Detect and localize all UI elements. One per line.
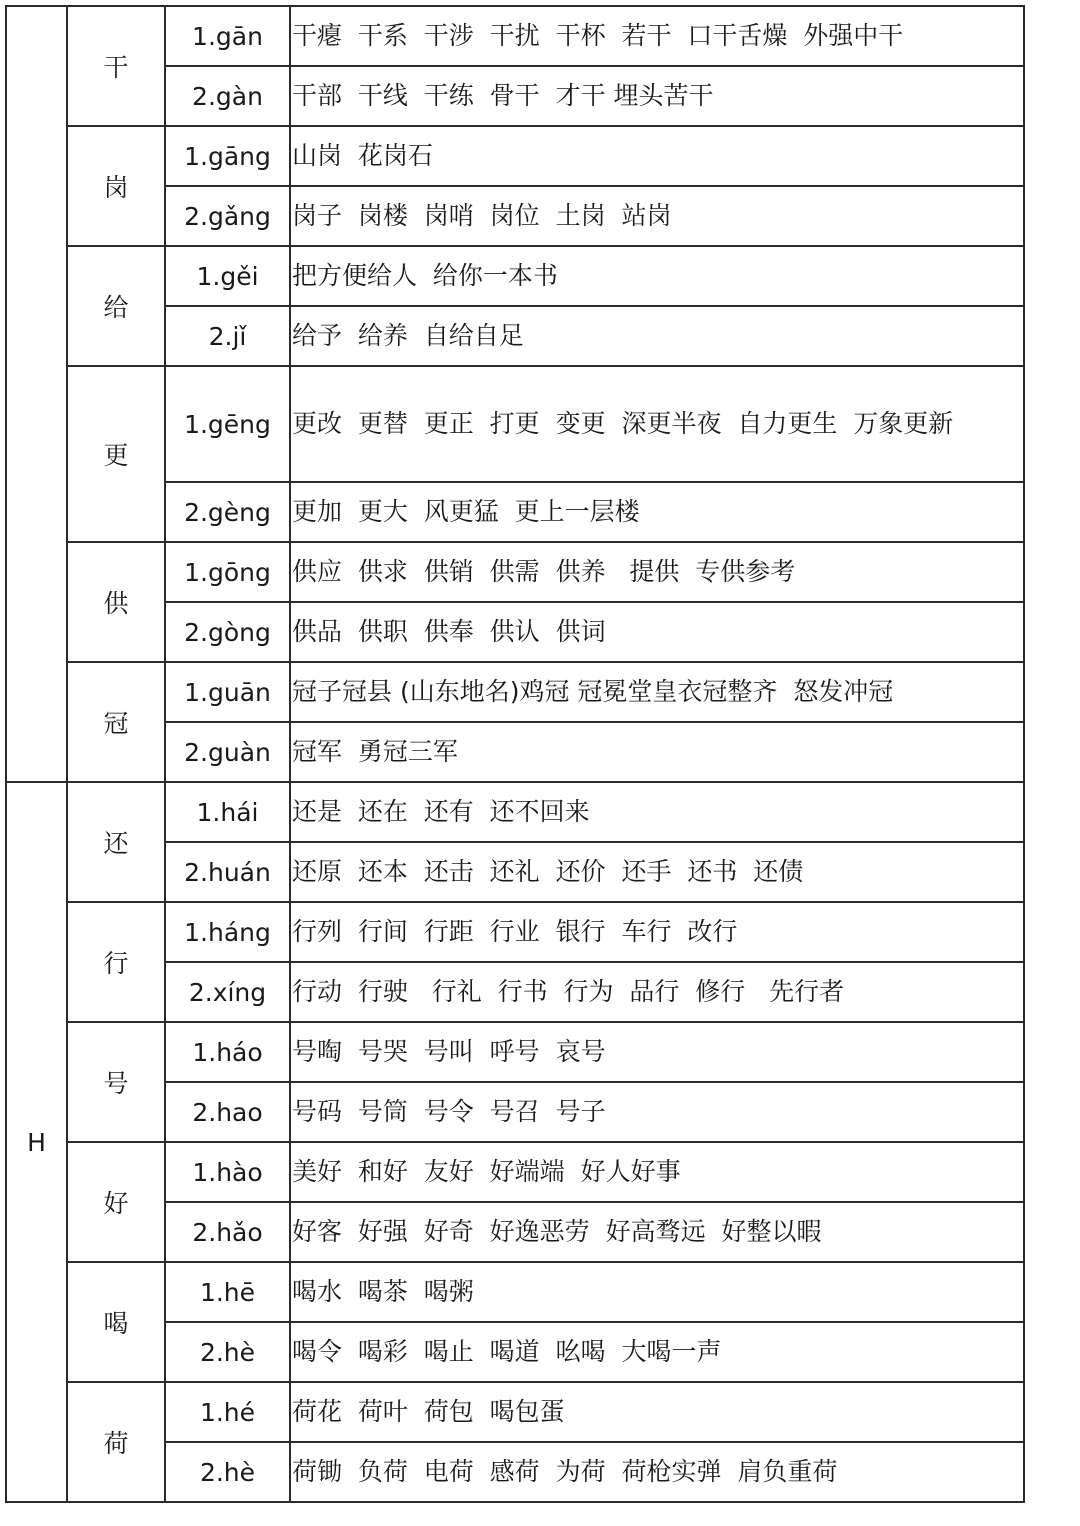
example-words-text: 供品 供职 供奉 供认 供词	[292, 617, 606, 646]
example-words	[290, 902, 1024, 962]
example-words	[290, 1442, 1024, 1502]
polyphone-character: 还	[67, 782, 165, 902]
example-words-text: 还原 还本 还击 还礼 还价 还手 还书 还债	[292, 857, 804, 886]
example-words-text: 喝令 喝彩 喝止 喝道 吆喝 大喝一声	[292, 1337, 722, 1366]
example-words-text: 干瘪 干系 干涉 干扰 干杯 若干 口干舌燥 外强中干	[292, 21, 904, 50]
example-words-text: 美好 和好 友好 好端端 好人好事	[292, 1157, 681, 1186]
example-words-text: 喝水 喝茶 喝粥	[292, 1277, 474, 1306]
pinyin-reading: 1.háo	[165, 1022, 290, 1082]
example-words	[290, 602, 1024, 662]
example-words	[290, 1382, 1024, 1442]
reading-row	[6, 6, 1024, 66]
polyphone-character: 荷	[67, 1382, 165, 1502]
example-words	[290, 6, 1024, 66]
example-words-text: 行动 行驶 行礼 行书 行为 品行 修行 先行者	[292, 977, 845, 1006]
pinyin-reading: 2.hè	[165, 1322, 290, 1382]
example-words	[290, 306, 1024, 366]
pinyin-reading: 2.jǐ	[165, 306, 290, 366]
example-words	[290, 246, 1024, 306]
example-words	[290, 542, 1024, 602]
example-words	[290, 482, 1024, 542]
reading-row	[6, 126, 1024, 186]
example-words-text: 荷锄 负荷 电荷 感荷 为荷 荷枪实弹 肩负重荷	[292, 1457, 838, 1486]
example-words-text: 岗子 岗楼 岗哨 岗位 土岗 站岗	[292, 201, 672, 230]
example-words	[290, 722, 1024, 782]
example-words	[290, 1082, 1024, 1142]
example-words	[290, 1322, 1024, 1382]
pinyin-reading: 2.gǎng	[165, 186, 290, 246]
pinyin-reading: 1.háng	[165, 902, 290, 962]
reading-row	[6, 782, 1024, 842]
example-words-text: 号码 号筒 号令 号召 号子	[292, 1097, 606, 1126]
pinyin-reading: 1.gāng	[165, 126, 290, 186]
pinyin-reading: 1.hē	[165, 1262, 290, 1322]
reading-row	[6, 246, 1024, 306]
example-words-text: 行列 行间 行距 行业 银行 车行 改行	[292, 917, 738, 946]
pinyin-reading: 1.hé	[165, 1382, 290, 1442]
example-words	[290, 662, 1024, 722]
reading-row	[6, 1022, 1024, 1082]
polyphone-character: 岗	[67, 126, 165, 246]
example-words	[290, 962, 1024, 1022]
reading-row	[6, 1262, 1024, 1322]
example-words-text: 更加 更大 风更猛 更上一层楼	[292, 497, 640, 526]
section-letter: H	[6, 782, 67, 1502]
example-words-text: 给予 给养 自给自足	[292, 321, 524, 350]
example-words	[290, 1262, 1024, 1322]
example-words-text: 把方便给人 给你一本书	[292, 261, 558, 290]
polyphone-character: 号	[67, 1022, 165, 1142]
polyphone-table-container	[5, 5, 1025, 1503]
pinyin-reading: 2.gàn	[165, 66, 290, 126]
pinyin-reading: 1.hái	[165, 782, 290, 842]
example-words	[290, 126, 1024, 186]
reading-row	[6, 542, 1024, 602]
polyphone-character: 给	[67, 246, 165, 366]
example-words	[290, 366, 1024, 482]
pinyin-reading: 1.hào	[165, 1142, 290, 1202]
example-words	[290, 842, 1024, 902]
polyphone-table-body	[6, 6, 1024, 1502]
section-letter	[6, 6, 67, 782]
example-words	[290, 1142, 1024, 1202]
pinyin-reading: 1.gěi	[165, 246, 290, 306]
polyphone-character: 行	[67, 902, 165, 1022]
pinyin-reading: 2.xíng	[165, 962, 290, 1022]
reading-row	[6, 662, 1024, 722]
reading-row	[6, 902, 1024, 962]
pinyin-reading: 2.guàn	[165, 722, 290, 782]
example-words-text: 荷花 荷叶 荷包 喝包蛋	[292, 1397, 565, 1426]
example-words-text: 山岗 花岗石	[292, 141, 433, 170]
example-words-text: 冠子冠县 (山东地名)鸡冠 冠冕堂皇衣冠整齐 怒发冲冠	[292, 677, 894, 706]
example-words-text: 更改 更替 更正 打更 变更 深更半夜 自力更生 万象更新	[292, 409, 954, 438]
example-words	[290, 66, 1024, 126]
example-words-text: 好客 好强 好奇 好逸恶劳 好高骛远 好整以暇	[292, 1217, 822, 1246]
example-words	[290, 1202, 1024, 1262]
reading-row	[6, 1142, 1024, 1202]
reading-row	[6, 1382, 1024, 1442]
pinyin-reading: 2.hǎo	[165, 1202, 290, 1262]
polyphone-character: 更	[67, 366, 165, 542]
example-words-text: 供应 供求 供销 供需 供养 提供 专供参考	[292, 557, 796, 586]
example-words	[290, 782, 1024, 842]
pinyin-reading: 1.gōng	[165, 542, 290, 602]
pinyin-reading: 1.gēng	[165, 366, 290, 482]
polyphone-character: 喝	[67, 1262, 165, 1382]
reading-row	[6, 366, 1024, 482]
polyphone-character: 好	[67, 1142, 165, 1262]
example-words-text: 号啕 号哭 号叫 呼号 哀号	[292, 1037, 606, 1066]
example-words-text: 还是 还在 还有 还不回来	[292, 797, 590, 826]
pinyin-reading: 2.gòng	[165, 602, 290, 662]
example-words-text: 冠军 勇冠三军	[292, 737, 458, 766]
polyphone-character: 干	[67, 6, 165, 126]
pinyin-reading: 2.gèng	[165, 482, 290, 542]
polyphone-table	[5, 5, 1025, 1503]
pinyin-reading: 2.huán	[165, 842, 290, 902]
example-words	[290, 1022, 1024, 1082]
polyphone-character: 供	[67, 542, 165, 662]
pinyin-reading: 1.gān	[165, 6, 290, 66]
example-words-text: 干部 干线 干练 骨干 才干 埋头苦干	[292, 81, 714, 110]
pinyin-reading: 1.guān	[165, 662, 290, 722]
polyphone-character: 冠	[67, 662, 165, 782]
example-words	[290, 186, 1024, 246]
pinyin-reading: 2.hao	[165, 1082, 290, 1142]
pinyin-reading: 2.hè	[165, 1442, 290, 1502]
